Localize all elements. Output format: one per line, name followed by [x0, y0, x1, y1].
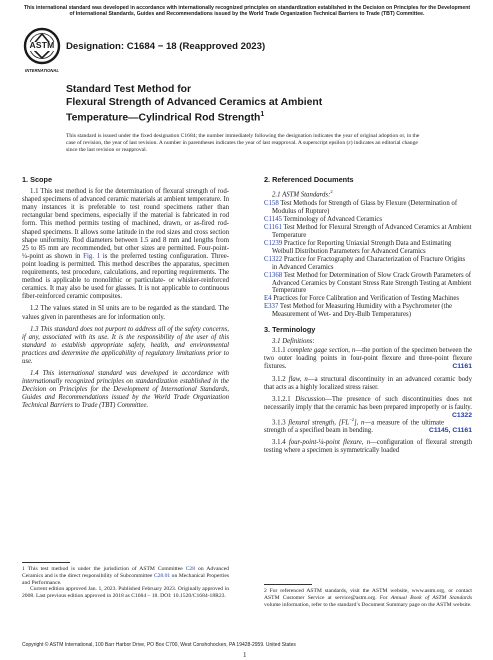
- reference-text: Practice for Fractography and Characterization of Fracture Origins in Advanced Ceramics: [272, 255, 466, 271]
- committee-c28-link[interactable]: C28: [185, 566, 196, 572]
- left-column: [22, 172, 229, 415]
- term-flaw-discussion: [264, 395, 473, 419]
- definitions-subheading: [264, 338, 472, 346]
- term-flaw: [264, 376, 472, 392]
- term-number: 3.1.2: [272, 375, 289, 383]
- title-line-3-text: Temperature—Cylindrical Rod Strength: [66, 112, 261, 124]
- reference-item: [264, 256, 472, 272]
- footnote-1-edition: Current edition approved Jan. 1, 2023. Published February 2023. Originally approved in 2008. Last previous edition approved in 2018 as C1684 – 18. DOI: 10.1520/C1684-18R23.: [22, 586, 229, 600]
- title-line-2: Flexural Strength of Advanced Ceramics at Ambient: [66, 96, 323, 108]
- reference-code-link[interactable]: C1239: [264, 239, 283, 247]
- footnote-1-text-c: on Mechanical Properties and Performance.: [22, 572, 229, 586]
- term-definition: —a measure of the ultimate strength of a specified beam in bending.: [264, 419, 444, 435]
- page-number: 1: [243, 651, 247, 659]
- term-definition: —configuration of flexural strength testing where a specimen is symmetrically loaded: [264, 439, 472, 455]
- reference-text: Test Methods for Strength of Glass by Flexure (Determination of Modulus of Rupture): [272, 200, 458, 216]
- subcommittee-c28-01-link[interactable]: C28.01: [153, 572, 171, 579]
- term-exponent: −2: [349, 416, 354, 422]
- term-source-link[interactable]: C1145, C1161: [428, 427, 472, 435]
- term-name: Discussion: [295, 395, 326, 403]
- footnote-rule-left: [22, 562, 70, 563]
- term-name: flaw, n: [288, 375, 308, 383]
- astm-standards-footnote-mark: 2: [330, 189, 333, 195]
- reference-item: [264, 295, 472, 303]
- term-name: four-point-¼-point flexure, n: [288, 439, 371, 447]
- reference-text: Test Method for Determination of Slow Crack Growth Parameters of Advanced Ceramics by Constant Stress Rate Strength Testing at Ambient Temperature: [272, 271, 472, 295]
- scope-paragraph-3: 1.3 This standard does not purport to address all of the safety concerns, if any, associated with its use. It is the responsibility of the user of this standard to establish appropriate safety, health, and environmental practices and determine the applicability of regulatory limitations prior to use.: [22, 325, 229, 365]
- reference-item: [264, 303, 472, 319]
- scope-p1-text-a: 1.1 This test method is for the determination of flexural strength of rod-shaped specimens of advanced ceramic materials at ambient temperature. In many instances it is preferable to test round specimens rather than rectangular bend specimens, especially if the material is fabricated in rod form. This method permits testing of machined, drawn, or as-fired rod-shaped specimens. It allows some latitude in the rod sizes and cross section shape uniformity. Rod diameters between 1.5 and 8 mm and lengths from 25 to 85 mm are recommended, but other sizes are permitted. Four-point-¼-point as shown in: [22, 188, 229, 260]
- title-line-3: [66, 109, 446, 125]
- term-name: complete gage section, n: [287, 347, 356, 355]
- term-number: 3.1.4: [272, 439, 289, 447]
- reference-text: Test Method for Measuring Humidity with a Psychrometer (the Measurement of Wet- and Dry-Bulb Temperatures): [272, 303, 452, 319]
- reference-text: Terminology of Advanced Ceramics: [281, 216, 383, 224]
- logo-subtext: INTERNATIONAL: [25, 68, 59, 73]
- scope-paragraph-2: 1.2 The values stated in SI units are to be regarded as the standard. The values given in parentheses are for information only.: [22, 305, 229, 321]
- term-definition: —The presence of such discontinuities does not necessarily imply that the ceramic has been prepared improperly or is faulty.: [264, 395, 473, 411]
- reference-list: [264, 200, 472, 319]
- document-title: [66, 84, 446, 125]
- footnote-2: [264, 588, 472, 608]
- term-source-link[interactable]: C1322: [451, 411, 472, 419]
- reference-item: [264, 200, 472, 216]
- title-line-1: Standard Test Method for: [66, 84, 192, 95]
- term-flexural-strength: [264, 416, 472, 435]
- reference-code-link[interactable]: C158: [264, 200, 279, 208]
- copyright-notice: Copyright © ASTM International, 100 Barr Harbor Drive, PO Box C700, West Conshohocken, PA 19428-2959. United States: [22, 642, 296, 648]
- footnote-1: [22, 566, 229, 600]
- reference-item: [264, 224, 472, 240]
- term-number: 3.1.1: [272, 347, 288, 355]
- designation: Designation: C1684 − 18 (Reapproved 2023): [66, 41, 266, 52]
- reference-code-link[interactable]: C1322: [264, 255, 283, 263]
- footnote-rule-right: [264, 584, 312, 585]
- scope-p1-text-b: is the preferred testing configuration. Three-point loading is permitted. This method describes the apparatus, specimen requirements, test procedure, calculations, and reporting requirements. The method is applicable to monolithic or particulate- or whisker-reinforced ceramics. It may also be used for glasses. It is not applicable to continuous fiber-reinforced ceramic composites.: [22, 252, 229, 301]
- reference-item: [264, 272, 472, 296]
- right-column: [264, 172, 472, 460]
- standards-banner: This international standard was developed in accordance with internationally recognized principles on standardization established in the Decision on Principles for the Development of International Standards, Guides and Recommendations issued by the World Trade Organization Technical Barriers to Trade (TBT) Committee.: [23, 5, 471, 18]
- reference-code-link[interactable]: E337: [264, 303, 279, 311]
- term-complete-gage-section: [264, 347, 472, 371]
- referenced-documents-heading: 2. Referenced Documents: [264, 175, 354, 184]
- reference-text: Practice for Reporting Uniaxial Strength Data and Estimating Weibull Distribution Parameters for Advanced Ceramics: [272, 239, 452, 255]
- footnote-1-text-a: 1 This test method is under the jurisdiction of ASTM Committee: [22, 566, 186, 572]
- term-name: flexural strength, [FL: [288, 419, 350, 427]
- terminology-heading: 3. Terminology: [264, 325, 316, 335]
- reference-item: [264, 216, 472, 224]
- astm-standards-label: 2.1 ASTM Standards:: [272, 191, 331, 199]
- scope-heading: 1. Scope: [22, 175, 53, 184]
- astm-logo: [22, 26, 62, 80]
- term-definition: —a structural discontinuity in an advanced ceramic body that acts as a highly localized stress raiser.: [264, 375, 472, 391]
- term-name-end: ], n: [353, 419, 365, 427]
- definitions-label: 3.1 Definitions:: [272, 338, 315, 346]
- term-number: 3.1.3: [272, 419, 289, 427]
- annual-book-title: Annual Book of ASTM Standards: [390, 594, 472, 601]
- reference-text: Practices for Force Calibration and Verification of Testing Machines: [271, 295, 460, 303]
- astm-standards-subheading: [264, 188, 472, 199]
- issued-note: This standard is issued under the fixed designation C1684; the number immediately following the designation indicates the year of original adoption or, in the case of revision, the year of last revision. A number in parentheses indicates the year of last reapproval. A superscript epsilon (ε) indicates an editorial change since the last revision or reapproval.: [66, 133, 420, 153]
- reference-code-link[interactable]: C1368: [264, 271, 283, 279]
- reference-code-link[interactable]: C1145: [264, 216, 282, 224]
- term-definition: —the portion of the specimen between the two outer loading points in four-point flexure and three-point flexure fixtures.: [264, 347, 472, 371]
- reference-code-link[interactable]: E4: [264, 295, 272, 303]
- footnote-1-text-b: on Advanced Ceramics and is the direct responsibility of Subcommittee: [22, 566, 229, 579]
- scope-paragraph-4: 1.4 This international standard was developed in accordance with internationally recognized principles on standardization established in the Decision on Principles for the Development of International Standards, Guides and Recommendations issued by the World Trade Organization Technical Barriers to Trade (TBT) Committee.: [22, 370, 229, 410]
- title-footnote-mark: 1: [260, 111, 265, 119]
- logo-wordmark: ASTM: [29, 40, 55, 50]
- term-four-point-flexure: [264, 439, 472, 455]
- scope-paragraph-1: [22, 188, 229, 301]
- reference-text: Test Method for Flexural Strength of Advanced Ceramics at Ambient Temperature: [272, 224, 472, 240]
- term-number: 3.1.2.1: [272, 395, 296, 403]
- fig-1-link[interactable]: Fig. 1: [83, 252, 101, 260]
- reference-item: [264, 240, 472, 256]
- term-source-link[interactable]: C1161: [452, 363, 472, 371]
- reference-code-link[interactable]: C1161: [264, 224, 282, 232]
- footnote-2-text-b: volume information, refer to the standard’s Document Summary page on the ASTM website.: [264, 601, 472, 608]
- footnote-2-text-a: 2 For referenced ASTM standards, visit the ASTM website, www.astm.org, or contact ASTM Customer Service at service@astm.org. For: [264, 588, 472, 601]
